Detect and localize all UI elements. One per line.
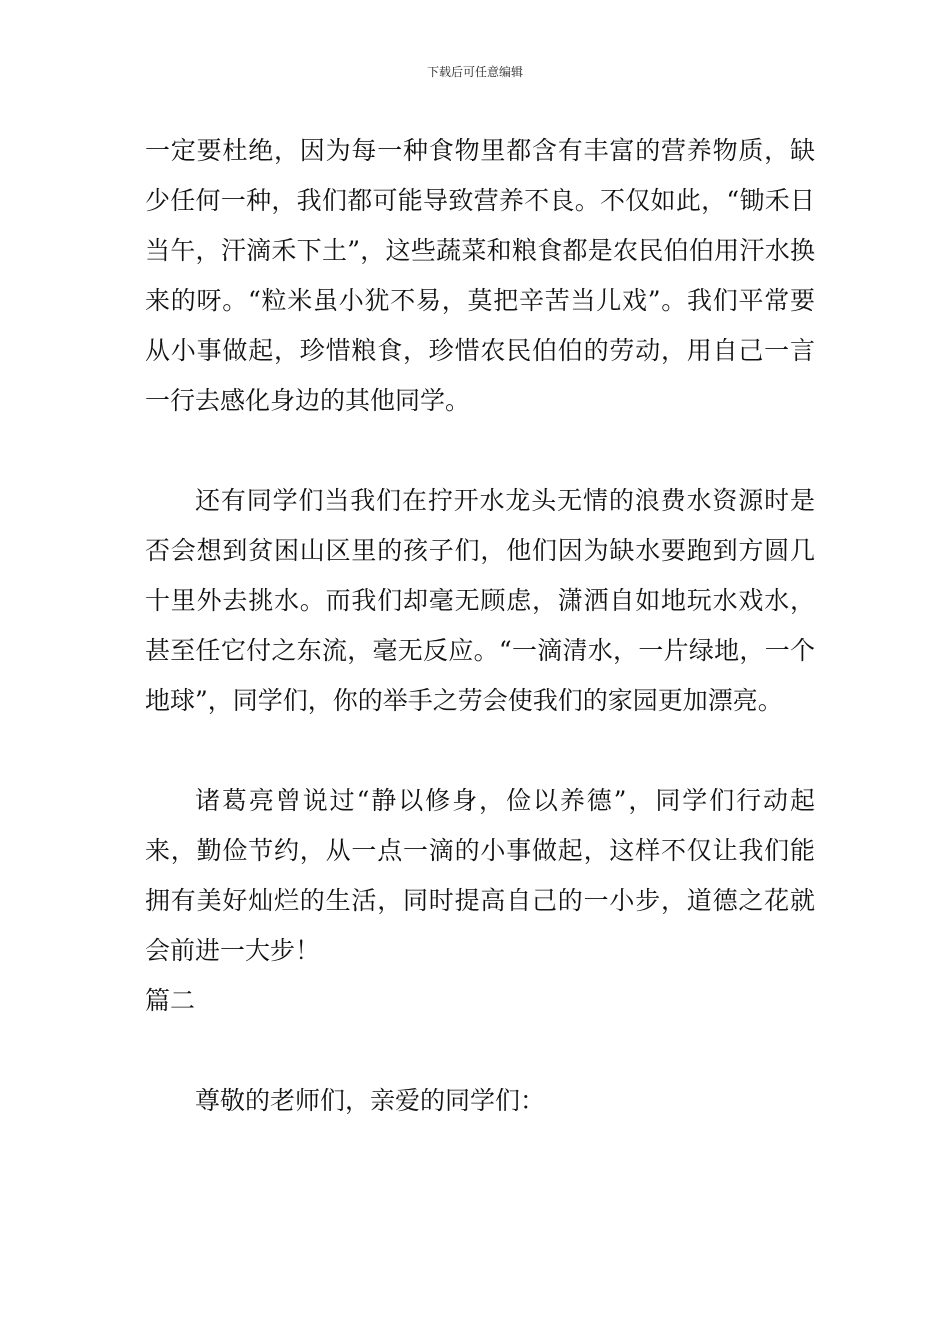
paragraph-gap	[145, 726, 815, 776]
page-header: 下载后可任意编辑	[426, 65, 523, 79]
paragraph-gap	[145, 1026, 815, 1076]
paragraph-2: 还有同学们当我们在拧开水龙头无情的浪费水资源时是否会想到贫困山区里的孩子们，他们因为缺水要跑到方圆几十里外去挑水。而我们却毫无顾虑，潇洒自如地玩水戏水，甚至任它付之东流，毫无反应。“一滴清水，一片绿地，一个地球”，同学们，你的举手之劳会使我们的家园更加漂亮。	[145, 486, 815, 715]
paragraph-gap	[145, 426, 815, 476]
paragraph-3: 诸葛亮曾说过“静以修身，俭以养德”，同学们行动起来，勤俭节约，从一点一滴的小事做起，这样不仅让我们能拥有美好灿烂的生活，同时提高自己的一小步，道德之花就会前进一大步！	[145, 786, 815, 965]
paragraph-1: 一定要杜绝，因为每一种食物里都含有丰富的营养物质，缺少任何一种，我们都可能导致营养不良。不仅如此，“锄禾日当午，汗滴禾下土”，这些蔬菜和粮食都是农民伯伯用汗水换来的呀。“粒米虽小犹不易，莫把辛苦当儿戏”。我们平常要从小事做起，珍惜粮食，珍惜农民伯伯的劳动，用自己一言一行去感化身边的其他同学。	[145, 136, 815, 415]
section-heading: 篇二	[145, 986, 196, 1015]
greeting: 尊敬的老师们，亲爱的同学们：	[195, 1086, 546, 1115]
document-body	[145, 126, 815, 1126]
